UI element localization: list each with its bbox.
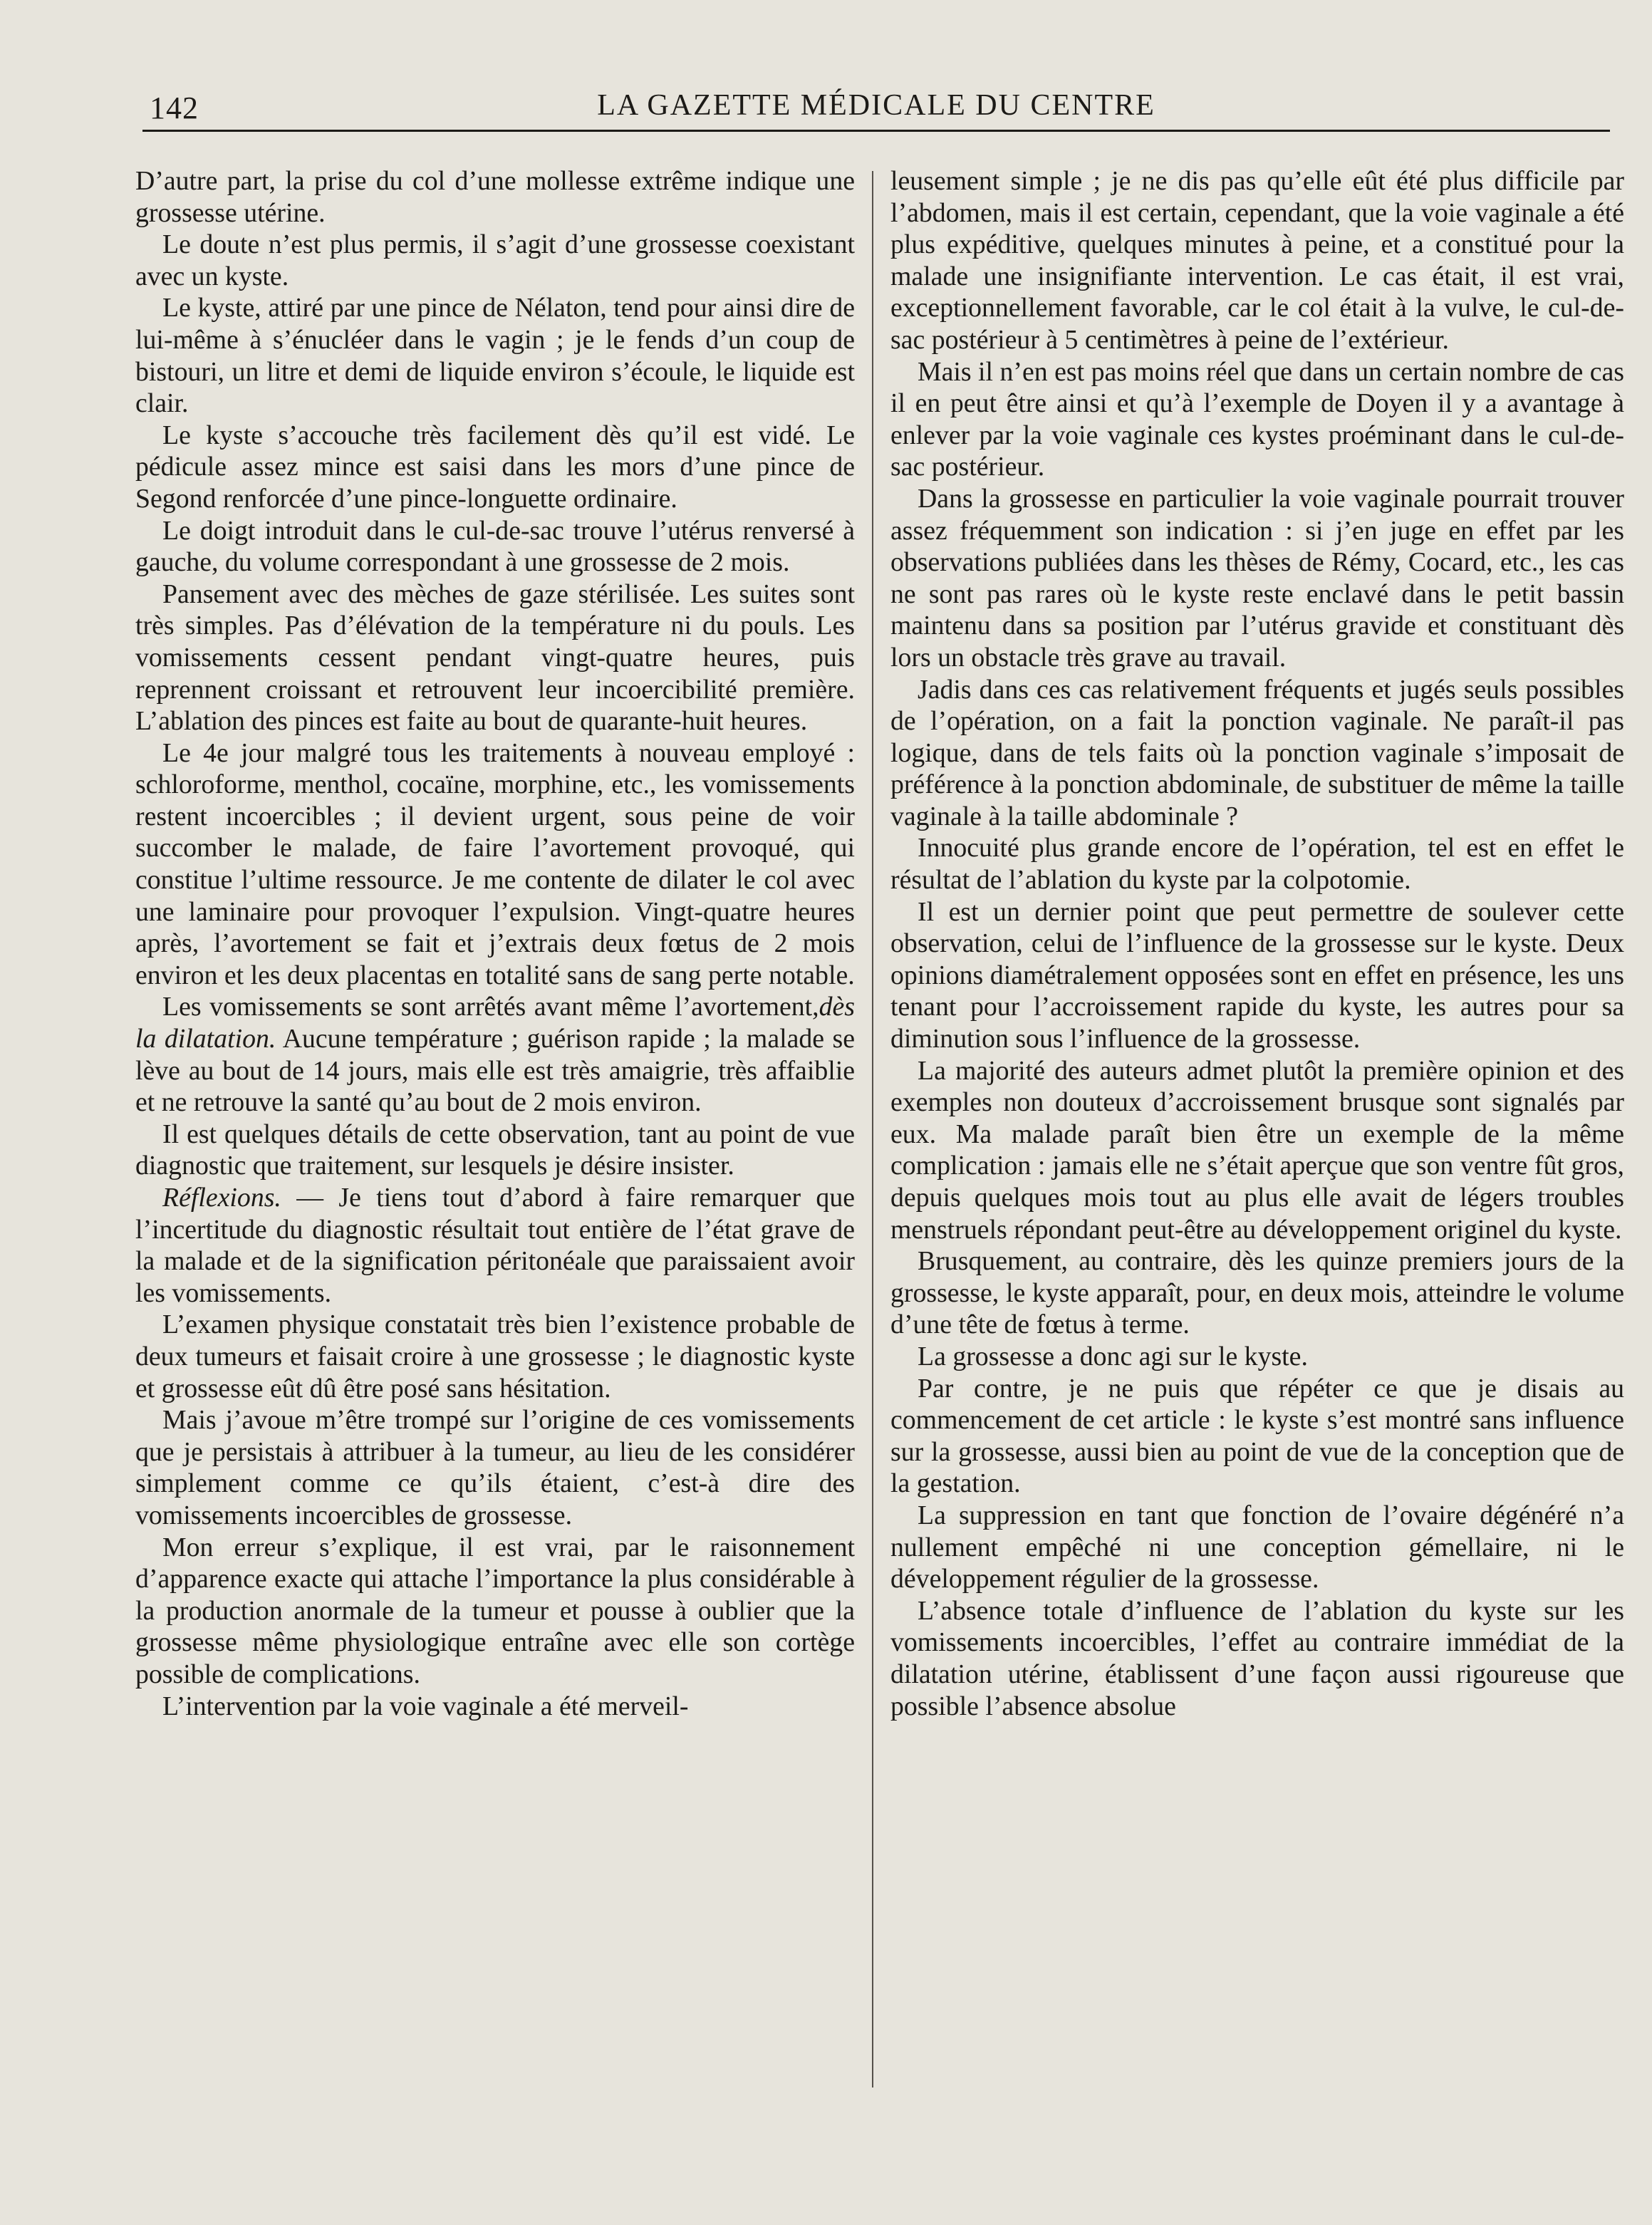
header-rule [142, 130, 1610, 132]
paragraph: Jadis dans ces cas relativement fréquents et jugés seuls possibles de l’opération, on a fait la ponction vaginale. Ne paraît-il pas logique, dans de tels faits où la ponction vaginale s’imposait de préférence à la ponction abdominale, de substituer de même la taille vaginale à la taille abdominale ? [890, 674, 1624, 831]
page-number: 142 [150, 90, 199, 125]
paragraph: La majorité des auteurs admet plutôt la première opinion et des exemples non douteux d’accroissement brusque sont signalés par eux. Ma malade paraît bien être un exemple de la même complication : jamais elle ne s’était aperçue que son ventre fût gros, depuis quelques mois tout au plus elle avait de légers troubles menstruels répondant peut-être au développement originel du kyste. [890, 1055, 1624, 1245]
paragraph: Le 4e jour malgré tous les traitements à nouveau employé : schloroforme, menthol, cocaïne, morphine, etc., les vomissements restent incoercibles ; il devient urgent, sous peine de voir succomber le malade, de faire l’avortement provoqué, qui constitue l’ultime ressource. Je me contente de dilater le col avec une laminaire pour provoquer l’expulsion. Vingt-quatre heures après, l’avortement se fait et j’extrais deux fœtus de 2 mois environ et les deux placentas en totalité sans de sang perte notable. [135, 737, 855, 990]
section-lead: Réflexions. [162, 1183, 281, 1213]
paragraph: Dans la grossesse en particulier la voie vaginale pourrait trouver assez fréquemment son indication : si j’en juge en effet par les observations publiées dans les thèses de Rémy, Cocard, etc., les cas ne sont pas rares où le kyste reste enclavé dans le petit bassin maintenu dans sa position par l’utérus gravide et constituant dès lors un obstacle très grave au travail. [890, 483, 1624, 673]
paragraph: Innocuité plus grande encore de l’opération, tel est en effet le résultat de l’ablation du kyste par la colpotomie. [890, 833, 1624, 896]
paragraph: La grossesse a donc agi sur le kyste. [918, 1341, 1308, 1371]
paragraph: L’intervention par la voie vaginale a été merveil- [162, 1691, 689, 1721]
paragraph: La suppression en tant que fonction de l’ovaire dégénéré n’a nullement empêché ni une conception gémellaire, ni le développement régulier de la grossesse. [890, 1500, 1624, 1594]
text-run: — Je tiens tout d’abord à faire remarquer que l’incertitude du diagnostic résultait tout entière de l’état grave de la malade et de la signification péritonéale que paraissaient avoir les vomissements. [135, 1183, 855, 1308]
running-title: LA GAZETTE MÉDICALE DU CENTRE [597, 89, 1155, 122]
paragraph: Le doute n’est plus permis, il s’agit d’une grossesse coexistant avec un kyste. [135, 229, 855, 291]
paragraph: Pansement avec des mèches de gaze stérilisée. Les suites sont très simples. Pas d’élévation de la température ni du pouls. Les vomissements cessent pendant vingt-quatre heures, puis reprennent croissant et retrouvent leur incoercibilité première. L’ablation des pinces est faite au bout de quarante-huit heures. [135, 579, 855, 737]
text-run: Les vomissements se sont arrêtés avant même l’avortement, [162, 992, 819, 1022]
text-run: Aucune température ; guérison rapide ; la malade se lève au bout de 14 jours, mais elle est très amaigrie, très affaiblie et ne retrouve la santé qu’au bout de 2 mois environ. [135, 1024, 855, 1118]
paragraph: L’examen physique constatait très bien l’existence probable de deux tumeurs et faisait croire à une grossesse ; le diagnostic kyste et grossesse eût dû être posé sans hésitation. [135, 1309, 855, 1404]
left-column [135, 165, 855, 1722]
paragraph: Le kyste, attiré par une pince de Nélaton, tend pour ainsi dire de lui-même à s’énucléer dans le vagin ; je le fends d’un coup de bistouri, un litre et demi de liquide environ s’écoule, le liquide est clair. [135, 293, 855, 419]
paragraph: Par contre, je ne puis que répéter ce que je disais au commencement de cet article : le kyste s’est montré sans influence sur la grossesse, aussi bien au point de vue de la conception que de la gestation. [890, 1373, 1624, 1499]
paragraph: Brusquement, au contraire, dès les quinze premiers jours de la grossesse, le kyste apparaît, pour, en deux mois, atteindre le volume d’une tête de fœtus à terme. [890, 1246, 1624, 1340]
paragraph: Il est quelques détails de cette observation, tant au point de vue diagnostic que traitement, sur lesquels je désire insister. [135, 1119, 855, 1181]
right-column [890, 165, 1624, 1722]
paragraph-mixed [135, 991, 855, 1118]
paragraph: Mon erreur s’explique, il est vrai, par le raisonnement d’apparence exacte qui attache l’importance la plus considérable à la production anormale de la tumeur et pousse à oublier que la grossesse même physiologique entraîne avec elle son cortège possible de complications. [135, 1532, 855, 1689]
paragraph: Il est un dernier point que peut permettre de soulever cette observation, celui de l’influence de la grossesse sur le kyste. Deux opinions diamétralement opposées sont en effet en présence, les uns tenant pour l’accroissement rapide du kyste, les autres pour sa diminution sous l’influence de la grossesse. [890, 896, 1624, 1054]
paragraph: leusement simple ; je ne dis pas qu’elle eût été plus difficile par l’abdomen, mais il est certain, cependant, que la voie vaginale a été plus expéditive, quelques minutes à peine, et a constitué pour la malade une insignifiante intervention. Le cas était, il est vrai, exceptionnellement favorable, car le col était à la vulve, le cul-de-sac postérieur à 5 centimètres à peine de l’extérieur. [890, 166, 1624, 355]
page-header [135, 84, 1617, 134]
emphasis-text: dès la dilatation. [135, 992, 855, 1054]
paragraph-mixed [135, 1182, 855, 1309]
paragraph: L’absence totale d’influence de l’ablation du kyste sur les vomissements incoercibles, l’effet au contraire immédiat de la dilatation utérine, établissent d’une façon aussi rigoureuse que possible l’absence absolue [890, 1595, 1624, 1721]
column-divider [872, 171, 873, 2087]
paragraph: Le doigt introduit dans le cul-de-sac trouve l’utérus renversé à gauche, du volume correspondant à une grossesse de 2 mois. [135, 515, 855, 578]
paragraph: Mais j’avoue m’être trompé sur l’origine de ces vomissements que je persistais à attribuer à la tumeur, au lieu de les considérer simplement comme ce qu’ils étaient, c’est-à dire des vomissements incoercibles de grossesse. [135, 1405, 855, 1530]
paragraph: D’autre part, la prise du col d’une mollesse extrême indique une grossesse utérine. [135, 166, 855, 228]
paragraph: Mais il n’en est pas moins réel que dans un certain nombre de cas il en peut être ainsi et qu’à l’exemple de Doyen il y a avantage à enlever par la voie vaginale ces kystes proéminant dans le cul-de-sac postérieur. [890, 356, 1624, 482]
paragraph: Le kyste s’accouche très facilement dès qu’il est vidé. Le pédicule assez mince est saisi dans les mors d’une pince de Segond renforcée d’une pince-longuette ordinaire. [135, 420, 855, 514]
